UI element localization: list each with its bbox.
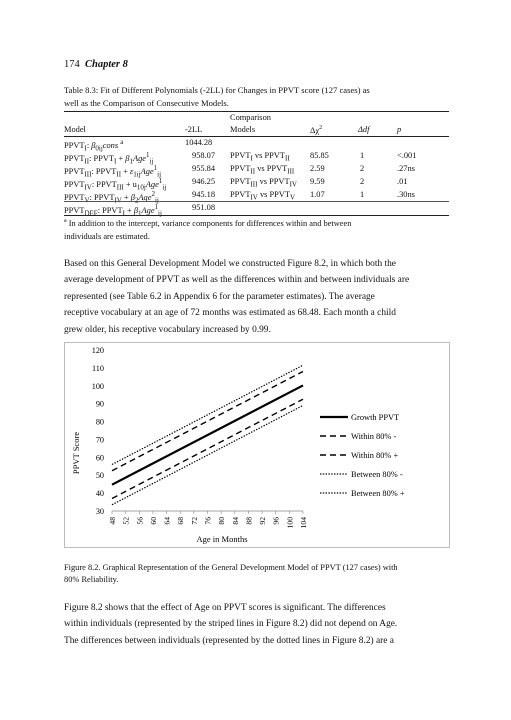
legend-label: Growth PPVT <box>351 413 400 422</box>
series-line <box>112 399 303 498</box>
legend-label: Between 80% + <box>351 489 405 498</box>
x-tick-label: 64 <box>162 517 172 525</box>
table-cell-model: $PPVT_I$: $\beta_{0ij}cons$ $^a$ <box>64 138 124 153</box>
footnote-line: $^a$ In addition to the intercept, variance components for differences within and between <box>64 218 352 228</box>
body-paragraph <box>64 256 449 338</box>
table-cell-models: $PPVT_I$ vs $PPVT_{II}$ <box>230 151 290 163</box>
table-footnote <box>64 215 449 243</box>
table-cell-p: .30ns <box>397 190 415 199</box>
table-cell-model: $PPVT_{III}$: $PPVT_{II} + \varepsilon_{1ij}Age^1_{ij}$ <box>64 164 162 179</box>
table-cell-p: .01 <box>397 177 408 186</box>
x-tick-label: 100 <box>285 517 295 529</box>
chart-legend <box>320 413 405 498</box>
table-cell-ll: 946.25 <box>192 177 216 186</box>
y-tick-label: 50 <box>95 471 104 481</box>
x-tick-label: 56 <box>135 517 145 525</box>
x-tick-label: 48 <box>108 517 117 525</box>
table-cell-p: .27ns <box>397 164 415 173</box>
x-tick-label: 60 <box>148 517 158 525</box>
col-header-model: Model <box>64 125 86 134</box>
chart-ticks <box>92 346 308 528</box>
table-group-header: Comparison <box>230 113 271 122</box>
table-cell-models: $PPVT_{III}$ vs $PPVT_{IV}$ <box>230 177 297 189</box>
table-cell-dchi: 85.85 <box>310 151 329 160</box>
table-final-row <box>64 202 449 216</box>
page-number: 174 <box>64 59 80 70</box>
series-line <box>112 371 303 470</box>
x-tick-label: 88 <box>244 517 254 525</box>
y-tick-label: 60 <box>95 453 104 463</box>
table-caption <box>64 84 449 110</box>
paragraph-line: grew older, his receptive vocabulary increased by 0.99. <box>64 324 271 335</box>
table-cell-ll: 955.84 <box>192 164 216 173</box>
table-cell-ll: 1044.28 <box>185 138 213 147</box>
y-tick-label: 100 <box>91 381 104 391</box>
table-cell-model: $PPVT_V$: $PPVT_{IV} + \beta_2Age^2_{ij}$ <box>64 190 159 205</box>
legend-label: Between 80% - <box>351 470 403 479</box>
paragraph-line: represented (see Table 6.2 in Appendix 6 for the parameter estimates). The average <box>64 291 375 302</box>
table-cell-ll: 945.18 <box>192 190 216 199</box>
y-axis-label: PPVT Score <box>71 431 81 475</box>
y-tick-label: 120 <box>91 346 104 355</box>
table-cell-ll: 951.08 <box>192 203 216 212</box>
table-cell-dchi: 1.07 <box>310 190 325 199</box>
table-caption-line: Table 8.3: Fit of Different Polynomials (-2LL) for Changes in PPVT score (127 cases) as <box>64 85 370 95</box>
y-tick-label: 40 <box>95 489 104 499</box>
y-tick-label: 90 <box>95 399 104 409</box>
y-tick-label: 80 <box>95 417 104 427</box>
x-tick-label: 104 <box>299 517 308 529</box>
table-cell-models: $PPVT_{IV}$ vs $PPVT_V$ <box>230 190 296 202</box>
growth-chart <box>65 343 449 547</box>
figure-caption-line: Figure 8.2. Graphical Representation of the General Development Model of PPVT (127 cases) with <box>64 563 398 572</box>
table-cell-model: $PPVT_{IV}$: $PPVT_{III} + u_{10j}Age^1_{ij}$ <box>64 177 167 192</box>
table-cell-df: 2 <box>360 177 365 186</box>
table-cell-df: 2 <box>360 164 365 173</box>
figure-frame <box>64 342 450 548</box>
running-header <box>64 59 128 70</box>
chapter-label: Chapter 8 <box>85 59 128 70</box>
col-header-ll: -2LL <box>185 125 203 134</box>
table-cell-ll: 958.07 <box>192 151 216 160</box>
paragraph-line: receptive vocabulary at an age of 72 months was estimated as 68.48. Each month a child <box>64 308 396 319</box>
figure-caption-line: 80% Reliability. <box>64 575 119 584</box>
x-tick-label: 84 <box>230 517 240 525</box>
paragraph-line: Based on this General Development Model we constructed Figure 8.2, in which both the <box>64 259 396 269</box>
paragraph-line: The differences between individuals (represented by the dotted lines in Figure 8.2) are a <box>64 635 394 646</box>
table-cell-p: <.001 <box>397 151 417 160</box>
table-cell-model: $PPVT_{DEF}$: $PPVT_I + \beta_1Age^1_{ij}$ <box>64 203 162 218</box>
y-tick-label: 30 <box>95 507 104 516</box>
x-tick-label: 68 <box>176 517 186 525</box>
table-cell-model: $PPVT_{II}$: $PPVT_I + \beta_1Age^1_{ij}$ <box>64 151 154 166</box>
col-header-models: Models <box>230 125 256 134</box>
x-tick-label: 80 <box>217 517 227 525</box>
table-cell-df: 1 <box>360 151 365 160</box>
paragraph-line: Figure 8.2 shows that the effect of Age on PPVT scores is significant. The differences <box>64 603 386 613</box>
paragraph-line: average development of PPVT as well as the differences within and between individuals are <box>64 275 410 286</box>
x-tick-label: 76 <box>203 517 213 525</box>
footnote-line: individuals are estimated. <box>64 231 150 241</box>
legend-label: Within 80% + <box>351 451 399 460</box>
paragraph-line: within individuals (represented by the striped lines in Figure 8.2) did not depend on Age. <box>64 619 398 630</box>
series-line <box>112 385 303 484</box>
table-cell-models: $PPVT_{II}$ vs $PPVT_{III}$ <box>230 164 295 176</box>
body-paragraph <box>64 600 449 649</box>
y-tick-label: 110 <box>92 363 104 373</box>
table-caption-line: well as the Comparison of Consecutive Models. <box>64 98 229 108</box>
col-header-dchi: $\Delta\chi^2$ <box>310 125 323 135</box>
table-cell-dchi: 2.59 <box>310 164 325 173</box>
x-tick-label: 72 <box>189 517 199 525</box>
table-cell-df: 1 <box>360 190 365 199</box>
figure-caption <box>64 562 449 586</box>
y-tick-label: 70 <box>95 435 104 445</box>
x-tick-label: 52 <box>121 517 131 525</box>
legend-label: Within 80% - <box>351 432 397 441</box>
x-tick-label: 96 <box>271 517 281 525</box>
table-cell-dchi: 9.59 <box>310 177 325 186</box>
x-tick-label: 92 <box>258 517 268 525</box>
col-header-df: Δdf <box>358 125 370 134</box>
chart-series <box>112 365 303 505</box>
x-axis-label: Age in Months <box>196 534 248 544</box>
col-header-p: p <box>397 125 402 134</box>
